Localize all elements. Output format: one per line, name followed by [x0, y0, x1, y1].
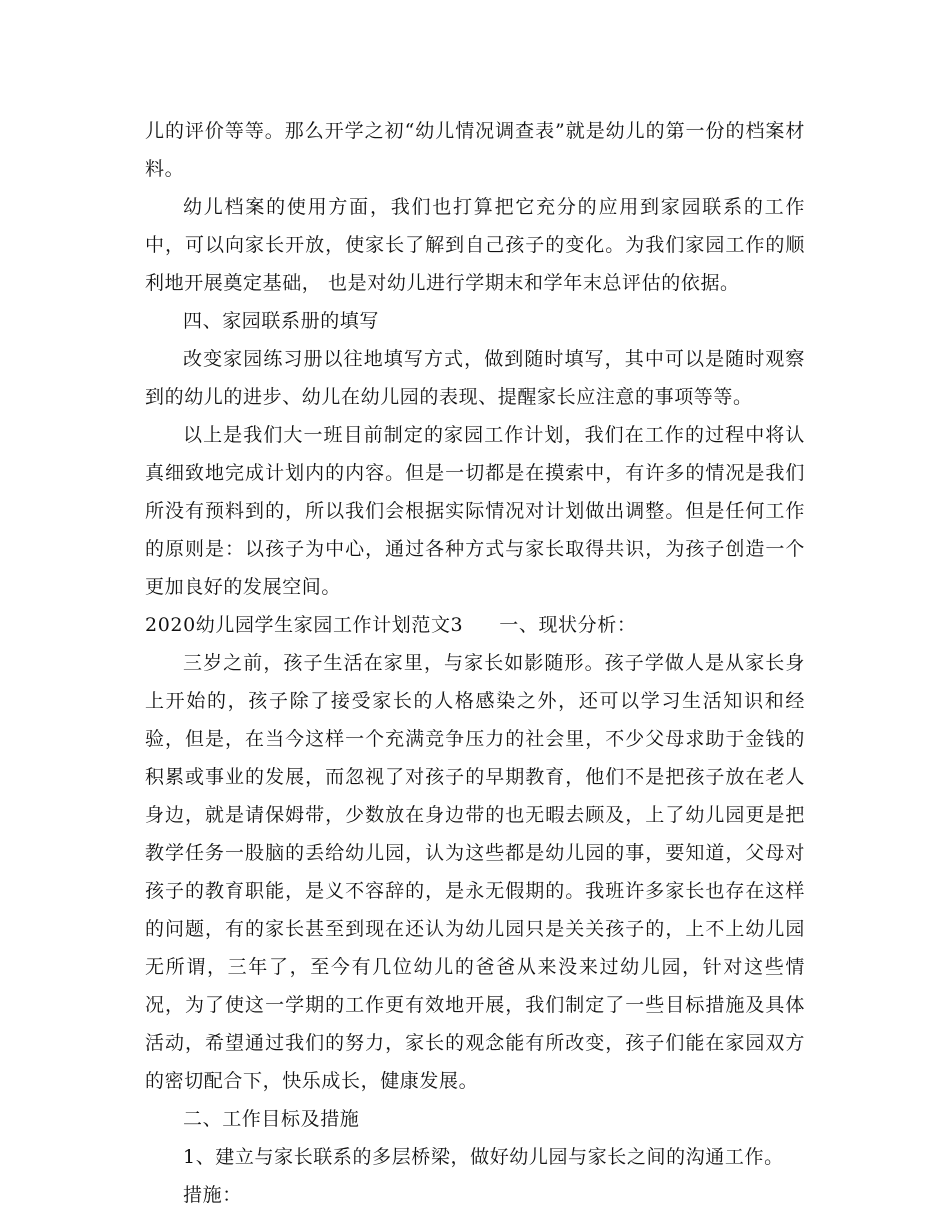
section-title-line: [145, 606, 805, 644]
measures-label: 措施：: [183, 1184, 242, 1206]
paragraph-5: 三岁之前，孩子生活在家里，与家长如影随形。孩子学做人是从家长身上开始的，孩子除了接受家长的人格感染之外，还可以学习生活知识和经验，但是，在当今这样一个充满竞争压力的社会里，不少父母求助于金钱的积累或事业的发展，而忽视了对孩子的早期教育，他们不是把孩子放在老人身边，就是请保姆带，少数放在身边带的也无暇去顾及，上了幼儿园更是把教学任务一股脑的丢给幼儿园，认为这些都是幼儿园的事，要知道，父母对孩子的教育职能，是义不容辞的，是永无假期的。我班许多家长也存在这样的问题，有的家长甚至到现在还认为幼儿园只是关关孩子的，上不上幼儿园无所谓，三年了，至今有几位幼儿的爸爸从来没来过幼儿园，针对这些情况，为了使这一学期的工作更有效地开展，我们制定了一些目标措施及具体活动，希望通过我们的努力，家长的观念能有所改变，孩子们能在家园双方的密切配合下，快乐成长，健康发展。: [145, 652, 805, 1092]
section-subtitle: 一、现状分析：: [499, 614, 637, 636]
paragraph-3: 改变家园练习册以往地填写方式，做到随时填写，其中可以是随时观察到的幼儿的进步、幼儿在幼儿园的表现、提醒家长应注意的事项等等。: [145, 348, 805, 408]
paragraph-1: 儿的评价等等。那么开学之初“幼儿情况调查表”就是幼儿的第一份的档案材料。: [145, 120, 805, 180]
section-heading-4: 四、家园联系册的填写: [183, 310, 380, 332]
document-body: [145, 112, 805, 1214]
section-title: 2020幼儿园学生家园工作计划范文3: [145, 614, 464, 636]
section-heading-2: 二、工作目标及措施: [183, 1108, 360, 1130]
paragraph-4: 以上是我们大一班目前制定的家园工作计划，我们在工作的过程中将认真细致地完成计划内的内容。但是一切都是在摸索中，有许多的情况是我们所没有预料到的，所以我们会根据实际情况对计划做出调整。但是任何工作的原则是：以孩子为中心，通过各种方式与家长取得共识，为孩子创造一个更加良好的发展空间。: [145, 424, 805, 598]
paragraph-2: 幼儿档案的使用方面，我们也打算把它充分的应用到家园联系的工作中，可以向家长开放，使家长了解到自己孩子的变化。为我们家园工作的顺利地开展奠定基础， 也是对幼儿进行学期末和学年末总评估的依据。: [145, 196, 805, 294]
list-item-1: 1、建立与家长联系的多层桥梁，做好幼儿园与家长之间的沟通工作。: [183, 1146, 784, 1168]
